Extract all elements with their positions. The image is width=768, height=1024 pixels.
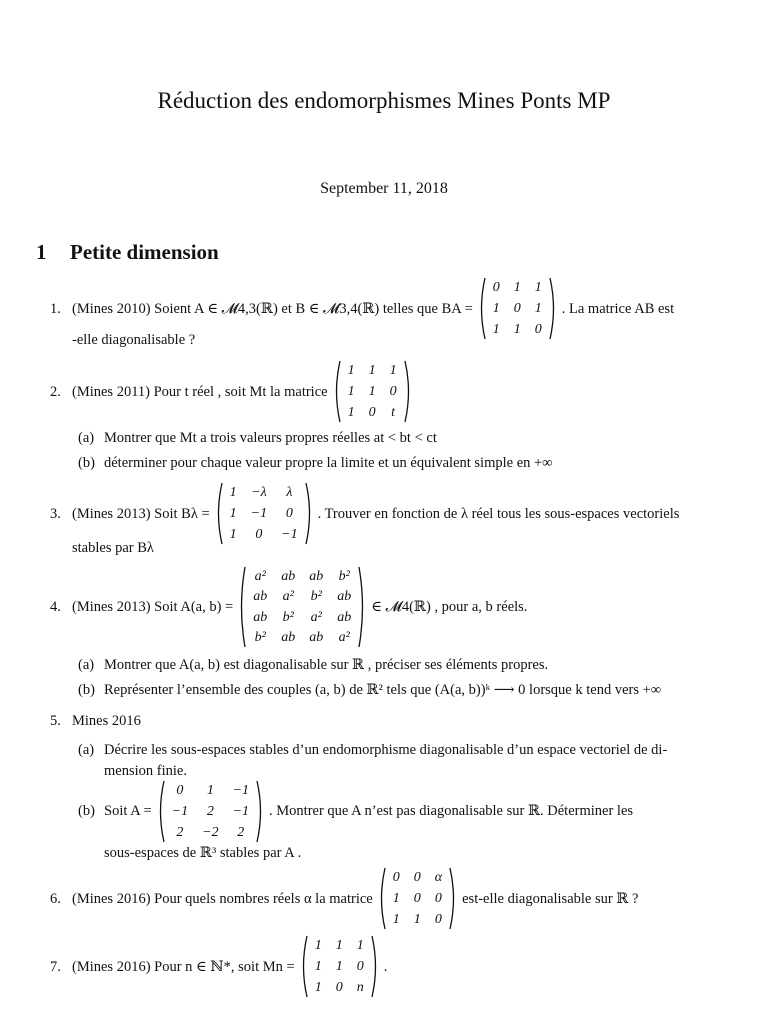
left-parenthesis <box>332 360 341 423</box>
sub-text: Montrer que A(a, b) est diagonalisable sur ℝ , préciser ses éléments propres. <box>104 657 549 673</box>
exercise-2a <box>78 428 734 449</box>
matrix-entry: 1 <box>534 280 542 295</box>
matrix-entry: ab <box>281 568 296 584</box>
exercise-7 <box>50 935 734 998</box>
matrix-entry: 0 <box>492 280 500 295</box>
matrix-entry: 1 <box>492 301 500 316</box>
matrix-entry: −1 <box>232 783 250 798</box>
exercise-6 <box>50 867 734 930</box>
matrix <box>377 867 458 930</box>
matrix <box>214 482 314 545</box>
matrix-entry: ab <box>253 609 268 625</box>
matrix-entry: 1 <box>389 363 397 378</box>
item-number: 7. <box>50 958 61 975</box>
right-parenthesis <box>404 360 413 423</box>
section-heading <box>36 240 219 265</box>
exercise-1-continuation: -elle diagonalisable ? <box>72 332 196 348</box>
right-parenthesis <box>449 867 458 930</box>
sub-text: Soit A = <box>104 803 152 819</box>
matrix-entry: −λ <box>251 485 267 500</box>
matrix-entry: a² <box>282 589 294 605</box>
matrix-entry: a² <box>338 630 350 646</box>
sub-text-after: . Montrer que A n’est pas diagonalisable sur ℝ. Déterminer les <box>269 803 634 819</box>
matrix-entry: 1 <box>229 506 237 521</box>
right-parenthesis <box>305 482 314 545</box>
matrix-entry: 1 <box>392 891 400 906</box>
matrix-entry: 1 <box>513 322 521 337</box>
matrix-body <box>341 360 404 423</box>
matrix-entry: −1 <box>281 527 298 542</box>
matrix-entry: t <box>391 405 396 420</box>
matrix-entry: 0 <box>356 959 364 974</box>
left-parenthesis <box>214 482 223 545</box>
matrix-entry: 0 <box>434 912 442 927</box>
exercise-4 <box>50 566 734 648</box>
exercise-5b <box>78 780 734 864</box>
matrix-entry: 1 <box>368 363 376 378</box>
item-text-after: est-elle diagonalisable sur ℝ ? <box>462 890 639 907</box>
exercise-3-continuation: stables par Bλ <box>72 540 154 556</box>
matrix-entry: 0 <box>176 783 184 798</box>
sub-text: déterminer pour chaque valeur propre la limite et un équivalent simple en +∞ <box>104 455 553 471</box>
matrix-entry: ab <box>337 589 352 605</box>
exercise-3 <box>50 482 734 545</box>
matrix-entry: α <box>434 870 443 885</box>
matrix-entry: 0 <box>434 891 442 906</box>
document-title: Réduction des endomorphismes Mines Ponts MP <box>157 88 611 113</box>
sub-text: Représenter l’ensemble des couples (a, b) de ℝ² tels que (A(a, b))ᵏ ⟶ 0 lorsque k tend vers +∞ <box>104 682 662 698</box>
matrix-body <box>165 780 256 843</box>
item-number: 2. <box>50 383 61 400</box>
matrix <box>156 780 265 843</box>
matrix-body <box>223 482 305 545</box>
item-text-after: . <box>383 958 388 975</box>
matrix-entry: b² <box>254 630 266 646</box>
sub-text-continuation: sous-espaces de ℝ³ stables par A . <box>104 845 302 861</box>
matrix-entry: 1 <box>347 405 355 420</box>
sub-text-continuation: mension finie. <box>104 763 187 779</box>
matrix-entry: ab <box>309 630 324 646</box>
matrix-entry: 1 <box>492 322 500 337</box>
exercise-2 <box>50 360 734 423</box>
matrix-entry: 0 <box>389 384 397 399</box>
matrix-entry: 1 <box>513 280 521 295</box>
matrix-entry: λ <box>286 485 293 500</box>
matrix-entry: 0 <box>335 980 343 995</box>
matrix-entry: 1 <box>335 959 343 974</box>
matrix-entry: ab <box>253 589 268 605</box>
item-text: (Mines 2010) Soient A ∈ 𝓜4,3(ℝ) et B ∈ 𝓜3,4(ℝ) telles que BA = <box>72 300 473 317</box>
matrix-entry: b² <box>310 589 322 605</box>
item-number: 6. <box>50 890 61 907</box>
exercise-1 <box>50 277 734 340</box>
left-parenthesis <box>156 780 165 843</box>
right-parenthesis <box>256 780 265 843</box>
section-number: 1 <box>36 240 47 264</box>
sub-text: Montrer que Mt a trois valeurs propres réelles at < bt < ct <box>104 430 437 446</box>
exercise-4a <box>78 655 734 676</box>
matrix-body <box>486 277 549 340</box>
matrix-entry: −2 <box>202 825 219 840</box>
item-text: (Mines 2016) Pour quels nombres réels α la matrice <box>72 890 373 907</box>
left-parenthesis <box>477 277 486 340</box>
item-number: 5. <box>50 713 61 729</box>
item-text-after: . La matrice AB est <box>561 300 675 317</box>
matrix-entry: 1 <box>206 783 214 798</box>
sub-label: (b) <box>78 455 95 471</box>
matrix-entry: 1 <box>356 938 364 953</box>
matrix-entry: 1 <box>335 938 343 953</box>
matrix-entry: 0 <box>285 506 293 521</box>
matrix-entry: 1 <box>347 363 355 378</box>
matrix-entry: 2 <box>237 825 245 840</box>
matrix-entry: b² <box>338 568 350 584</box>
matrix <box>299 935 380 998</box>
matrix-entry: 0 <box>534 322 542 337</box>
sub-label: (b) <box>78 682 95 698</box>
left-parenthesis <box>377 867 386 930</box>
matrix <box>332 360 413 423</box>
matrix-entry: 0 <box>392 870 400 885</box>
matrix-entry: 1 <box>314 938 322 953</box>
matrix-entry: 2 <box>176 825 184 840</box>
item-text: (Mines 2013) Soit A(a, b) = <box>72 599 234 615</box>
exercise-2b <box>78 453 734 474</box>
matrix-entry: ab <box>337 609 352 625</box>
matrix-entry: 1 <box>229 485 237 500</box>
matrix-entry: 0 <box>255 527 263 542</box>
matrix-entry: 1 <box>368 384 376 399</box>
matrix-entry: 0 <box>413 891 421 906</box>
matrix-entry: 0 <box>368 405 376 420</box>
item-text: (Mines 2011) Pour t réel , soit Mt la matrice <box>72 383 328 400</box>
matrix-entry: 1 <box>314 980 322 995</box>
matrix-entry: n <box>356 980 364 995</box>
matrix-entry: b² <box>282 609 294 625</box>
matrix-entry: 1 <box>229 527 237 542</box>
exercise-5 <box>50 710 734 732</box>
matrix-entry: 1 <box>347 384 355 399</box>
matrix-body <box>246 566 358 648</box>
sub-label: (a) <box>78 657 95 673</box>
exercise-5a <box>78 740 734 782</box>
matrix-entry: a² <box>254 568 266 584</box>
matrix-entry: 1 <box>534 301 542 316</box>
item-number: 1. <box>50 300 61 317</box>
right-parenthesis <box>371 935 380 998</box>
matrix-entry: 1 <box>392 912 400 927</box>
matrix-entry: 0 <box>413 870 421 885</box>
document-date: September 11, 2018 <box>320 180 448 197</box>
matrix-entry: −1 <box>171 804 189 819</box>
matrix-entry: −1 <box>232 804 250 819</box>
right-parenthesis <box>549 277 558 340</box>
matrix-entry: −1 <box>250 506 268 521</box>
left-parenthesis <box>237 566 246 648</box>
item-text-after: ∈ 𝓜4(ℝ) , pour a, b réels. <box>371 599 528 615</box>
matrix-entry: 1 <box>413 912 421 927</box>
matrix <box>237 566 367 648</box>
item-text: (Mines 2016) Pour n ∈ ℕ*, soit Mn = <box>72 958 295 975</box>
exercise-4b <box>78 680 734 701</box>
matrix-entry: 1 <box>314 959 322 974</box>
right-parenthesis <box>358 566 367 648</box>
matrix <box>477 277 558 340</box>
item-number: 4. <box>50 599 61 615</box>
matrix-entry: 2 <box>206 804 214 819</box>
sub-label: (a) <box>78 430 95 446</box>
sub-label: (a) <box>78 742 95 758</box>
sub-text: Décrire les sous-espaces stables d’un endomorphisme diagonalisable d’un espace vectoriel de di- <box>104 742 668 758</box>
item-text-after: . Trouver en fonction de λ réel tous les sous-espaces vectoriels <box>317 505 680 522</box>
matrix-entry: ab <box>309 568 324 584</box>
matrix-body <box>308 935 371 998</box>
left-parenthesis <box>299 935 308 998</box>
matrix-entry: 0 <box>513 301 521 316</box>
sub-label: (b) <box>78 803 95 819</box>
matrix-entry: a² <box>310 609 322 625</box>
section-label: Petite dimension <box>70 240 219 264</box>
matrix-body <box>386 867 449 930</box>
item-number: 3. <box>50 505 61 522</box>
item-text: Mines 2016 <box>72 713 141 729</box>
matrix-entry: ab <box>281 630 296 646</box>
item-text: (Mines 2013) Soit Bλ = <box>72 505 210 522</box>
